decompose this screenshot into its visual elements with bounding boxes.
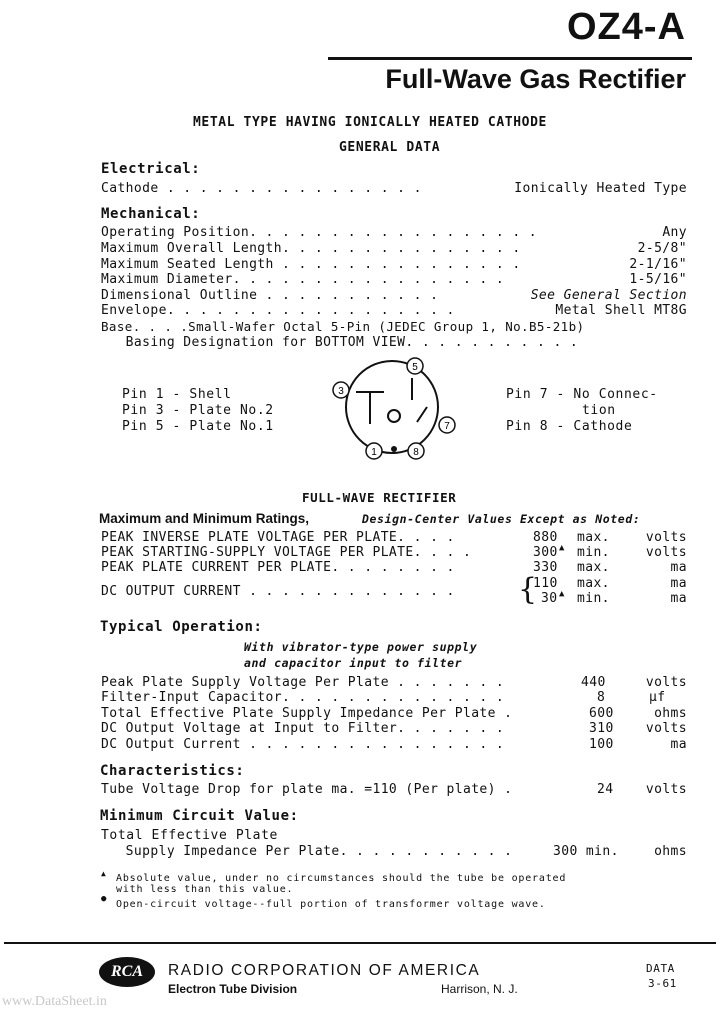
row-label: Operating Position. . . . . . . . . . . . . . . . . . — [101, 225, 538, 240]
mechanical-row — [101, 225, 687, 241]
row-label: Total Effective Plate Supply Impedance Per Plate . — [101, 706, 513, 721]
row-value: 2-1/16" — [629, 257, 687, 272]
rating-row — [101, 576, 687, 592]
footnote-1-cont: with less than this value. — [116, 884, 294, 895]
row-label: Cathode . . . . . . . . . . . . . . . . — [101, 181, 422, 196]
typical-row — [101, 721, 687, 737]
location: Harrison, N. J. — [441, 982, 518, 996]
typical-note-2: and capacitor input to filter — [244, 656, 463, 670]
row-label: PEAK STARTING-SUPPLY VOLTAGE PER PLATE. . . . — [101, 545, 472, 560]
pin-1-marker — [366, 443, 382, 459]
row-unit: ma — [670, 560, 687, 575]
row-label: DC Output Current . . . . . . . . . . . . . . . . — [101, 737, 505, 752]
row-limit: max. — [577, 576, 610, 591]
mechanical-heading: Mechanical: — [101, 206, 201, 222]
row-unit: volts — [645, 782, 687, 797]
footnote-marker-open-circuit: ● — [101, 894, 107, 904]
cathode-lead — [417, 407, 427, 422]
base-outline — [346, 361, 438, 453]
minimum-circuit-row — [101, 844, 687, 860]
row-label: Supply Impedance Per Plate. . . . . . . . . . . — [101, 844, 513, 859]
row-unit: µf — [649, 690, 666, 705]
row-unit: ma — [670, 576, 687, 591]
pin-right-7-cont: tion — [582, 403, 616, 418]
mechanical-row — [101, 288, 687, 304]
pin-5-marker — [407, 358, 423, 374]
row-value: 880 — [533, 530, 558, 545]
brace: { — [518, 572, 538, 607]
row-label: Maximum Diameter. . . . . . . . . . . . . . . . . — [101, 272, 505, 287]
mechanical-row — [101, 335, 687, 351]
ratings-heading: Maximum and Minimum Ratings, — [99, 511, 310, 526]
pin-left-3: Pin 3 - Plate No.2 — [122, 403, 274, 418]
mechanical-row — [101, 241, 687, 257]
absolute-marker: ▲ — [559, 589, 565, 599]
row-value: 110 — [533, 576, 558, 591]
footnote-1: Absolute value, under no circumstances should the tube be operated — [116, 873, 567, 884]
row-value: Ionically Heated Type — [514, 181, 687, 196]
row-label: PEAK PLATE CURRENT PER PLATE. . . . . . . . — [101, 560, 455, 575]
row-label: Base. . . .Small-Wafer Octal 5-Pin (JEDEC Group 1, No.B5-21b) — [101, 319, 585, 334]
pin-number-8: 8 — [413, 447, 419, 458]
row-unit: volts — [645, 721, 687, 736]
characteristics-heading: Characteristics: — [100, 763, 245, 779]
row-value: 300 min. — [553, 844, 619, 859]
typical-row — [101, 737, 687, 753]
division-name: Electron Tube Division — [168, 982, 298, 996]
row-limit: min. — [577, 591, 610, 606]
pin-right-7: Pin 7 - No Connec- — [506, 387, 658, 402]
footnote-marker-absolute: ▲ — [101, 869, 106, 878]
top-rule — [328, 57, 692, 60]
row-label: PEAK INVERSE PLATE VOLTAGE PER PLATE. . . . — [101, 530, 455, 545]
row-limit: min. — [577, 545, 610, 560]
row-value: 1-5/16" — [629, 272, 687, 287]
pin-3-marker — [333, 382, 349, 398]
row-value: 310 — [589, 721, 614, 736]
row-label: Maximum Seated Length . . . . . . . . . . . . . . . — [101, 257, 521, 272]
row-label: DC OUTPUT CURRENT . . . . . . . . . . . . . — [101, 584, 455, 599]
row-label: DC Output Voltage at Input to Filter. . . . . . . — [101, 721, 505, 736]
absolute-marker: ▲ — [559, 543, 565, 553]
data-label: DATA — [646, 962, 675, 975]
rating-row — [101, 530, 687, 546]
subtitle: METAL TYPE HAVING IONICALLY HEATED CATHODE — [193, 115, 547, 130]
row-value: 300 — [533, 545, 558, 560]
typical-row — [101, 690, 687, 706]
pin-left-5: Pin 5 - Plate No.1 — [122, 419, 274, 434]
row-value: 30 — [541, 591, 558, 606]
mechanical-row — [101, 319, 687, 335]
pin-right-8: Pin 8 - Cathode — [506, 419, 633, 434]
company-name: RADIO CORPORATION OF AMERICA — [168, 962, 481, 979]
row-value: 600 — [589, 706, 614, 721]
row-unit: ma — [670, 591, 687, 606]
mechanical-row — [101, 257, 687, 273]
section-heading: GENERAL DATA — [339, 140, 441, 155]
row-value: Any — [662, 225, 687, 240]
row-unit: volts — [645, 530, 687, 545]
typical-heading: Typical Operation: — [100, 619, 263, 635]
electrical-row — [101, 181, 687, 197]
footer-rule — [4, 942, 716, 944]
rating-row — [101, 545, 687, 561]
pin-number-7: 7 — [444, 421, 450, 432]
row-value: Metal Shell MT8G — [555, 303, 687, 318]
minimum-circuit-line-1: Total Effective Plate — [101, 828, 278, 843]
electrical-heading: Electrical: — [101, 161, 201, 177]
pin-number-3: 3 — [338, 386, 344, 397]
row-value: 24 — [597, 782, 614, 797]
pin-number-5: 5 — [412, 362, 418, 373]
pin-number-1: 1 — [371, 447, 377, 458]
watermark: www.DataSheet.in — [2, 994, 107, 1009]
pin-7-marker — [439, 417, 455, 433]
fullwave-heading: FULL-WAVE RECTIFIER — [302, 490, 457, 505]
row-label: Dimensional Outline . . . . . . . . . . . — [101, 288, 439, 303]
cathode-symbol — [388, 410, 400, 422]
page-title: Full-Wave Gas Rectifier — [385, 64, 686, 94]
minimum-circuit-heading: Minimum Circuit Value: — [100, 808, 299, 824]
row-label: Peak Plate Supply Voltage Per Plate . . . . . . . — [101, 675, 505, 690]
characteristics-row — [101, 782, 687, 798]
mechanical-row — [101, 272, 687, 288]
typical-note-1: With vibrator-type power supply — [244, 640, 478, 654]
ratings-note: Design-Center Values Except as Noted: — [362, 512, 641, 526]
rca-logo: RCA — [99, 957, 155, 987]
tube-type: OZ4-A — [567, 6, 686, 48]
row-label: Tube Voltage Drop for plate ma. =110 (Per plate) . — [101, 782, 513, 797]
mechanical-row — [101, 303, 687, 319]
row-value: 100 — [589, 737, 614, 752]
pin-8-marker — [408, 443, 424, 459]
typical-row — [101, 675, 687, 691]
row-value: See General Section — [530, 288, 687, 303]
row-unit: ohms — [654, 706, 687, 721]
key-dot — [391, 446, 397, 452]
pin-left-1: Pin 1 - Shell — [122, 387, 232, 402]
row-value: 330 — [533, 560, 558, 575]
typical-row — [101, 706, 687, 722]
row-unit: volts — [645, 675, 687, 690]
row-unit: volts — [645, 545, 687, 560]
row-value: 8 — [597, 690, 606, 705]
row-unit: ma — [670, 737, 687, 752]
footnote-2: Open-circuit voltage--full portion of transformer voltage wave. — [116, 899, 546, 910]
basing-diagram — [322, 352, 482, 462]
rating-row — [101, 591, 687, 607]
rating-row — [101, 560, 687, 576]
row-label: Maximum Overall Length. . . . . . . . . . . . . . . — [101, 241, 521, 256]
row-unit: ohms — [654, 844, 687, 859]
row-limit: max. — [577, 530, 610, 545]
row-label: Filter-Input Capacitor. . . . . . . . . . . . . . — [101, 690, 505, 705]
data-date: 3-61 — [648, 977, 677, 990]
row-label: Basing Designation for BOTTOM VIEW. . . . . . . . . . . — [101, 335, 579, 350]
row-limit: max. — [577, 560, 610, 575]
row-value: 440 — [581, 675, 606, 690]
row-value: 2-5/8" — [637, 241, 687, 256]
row-label: Envelope. . . . . . . . . . . . . . . . . . — [101, 303, 455, 318]
